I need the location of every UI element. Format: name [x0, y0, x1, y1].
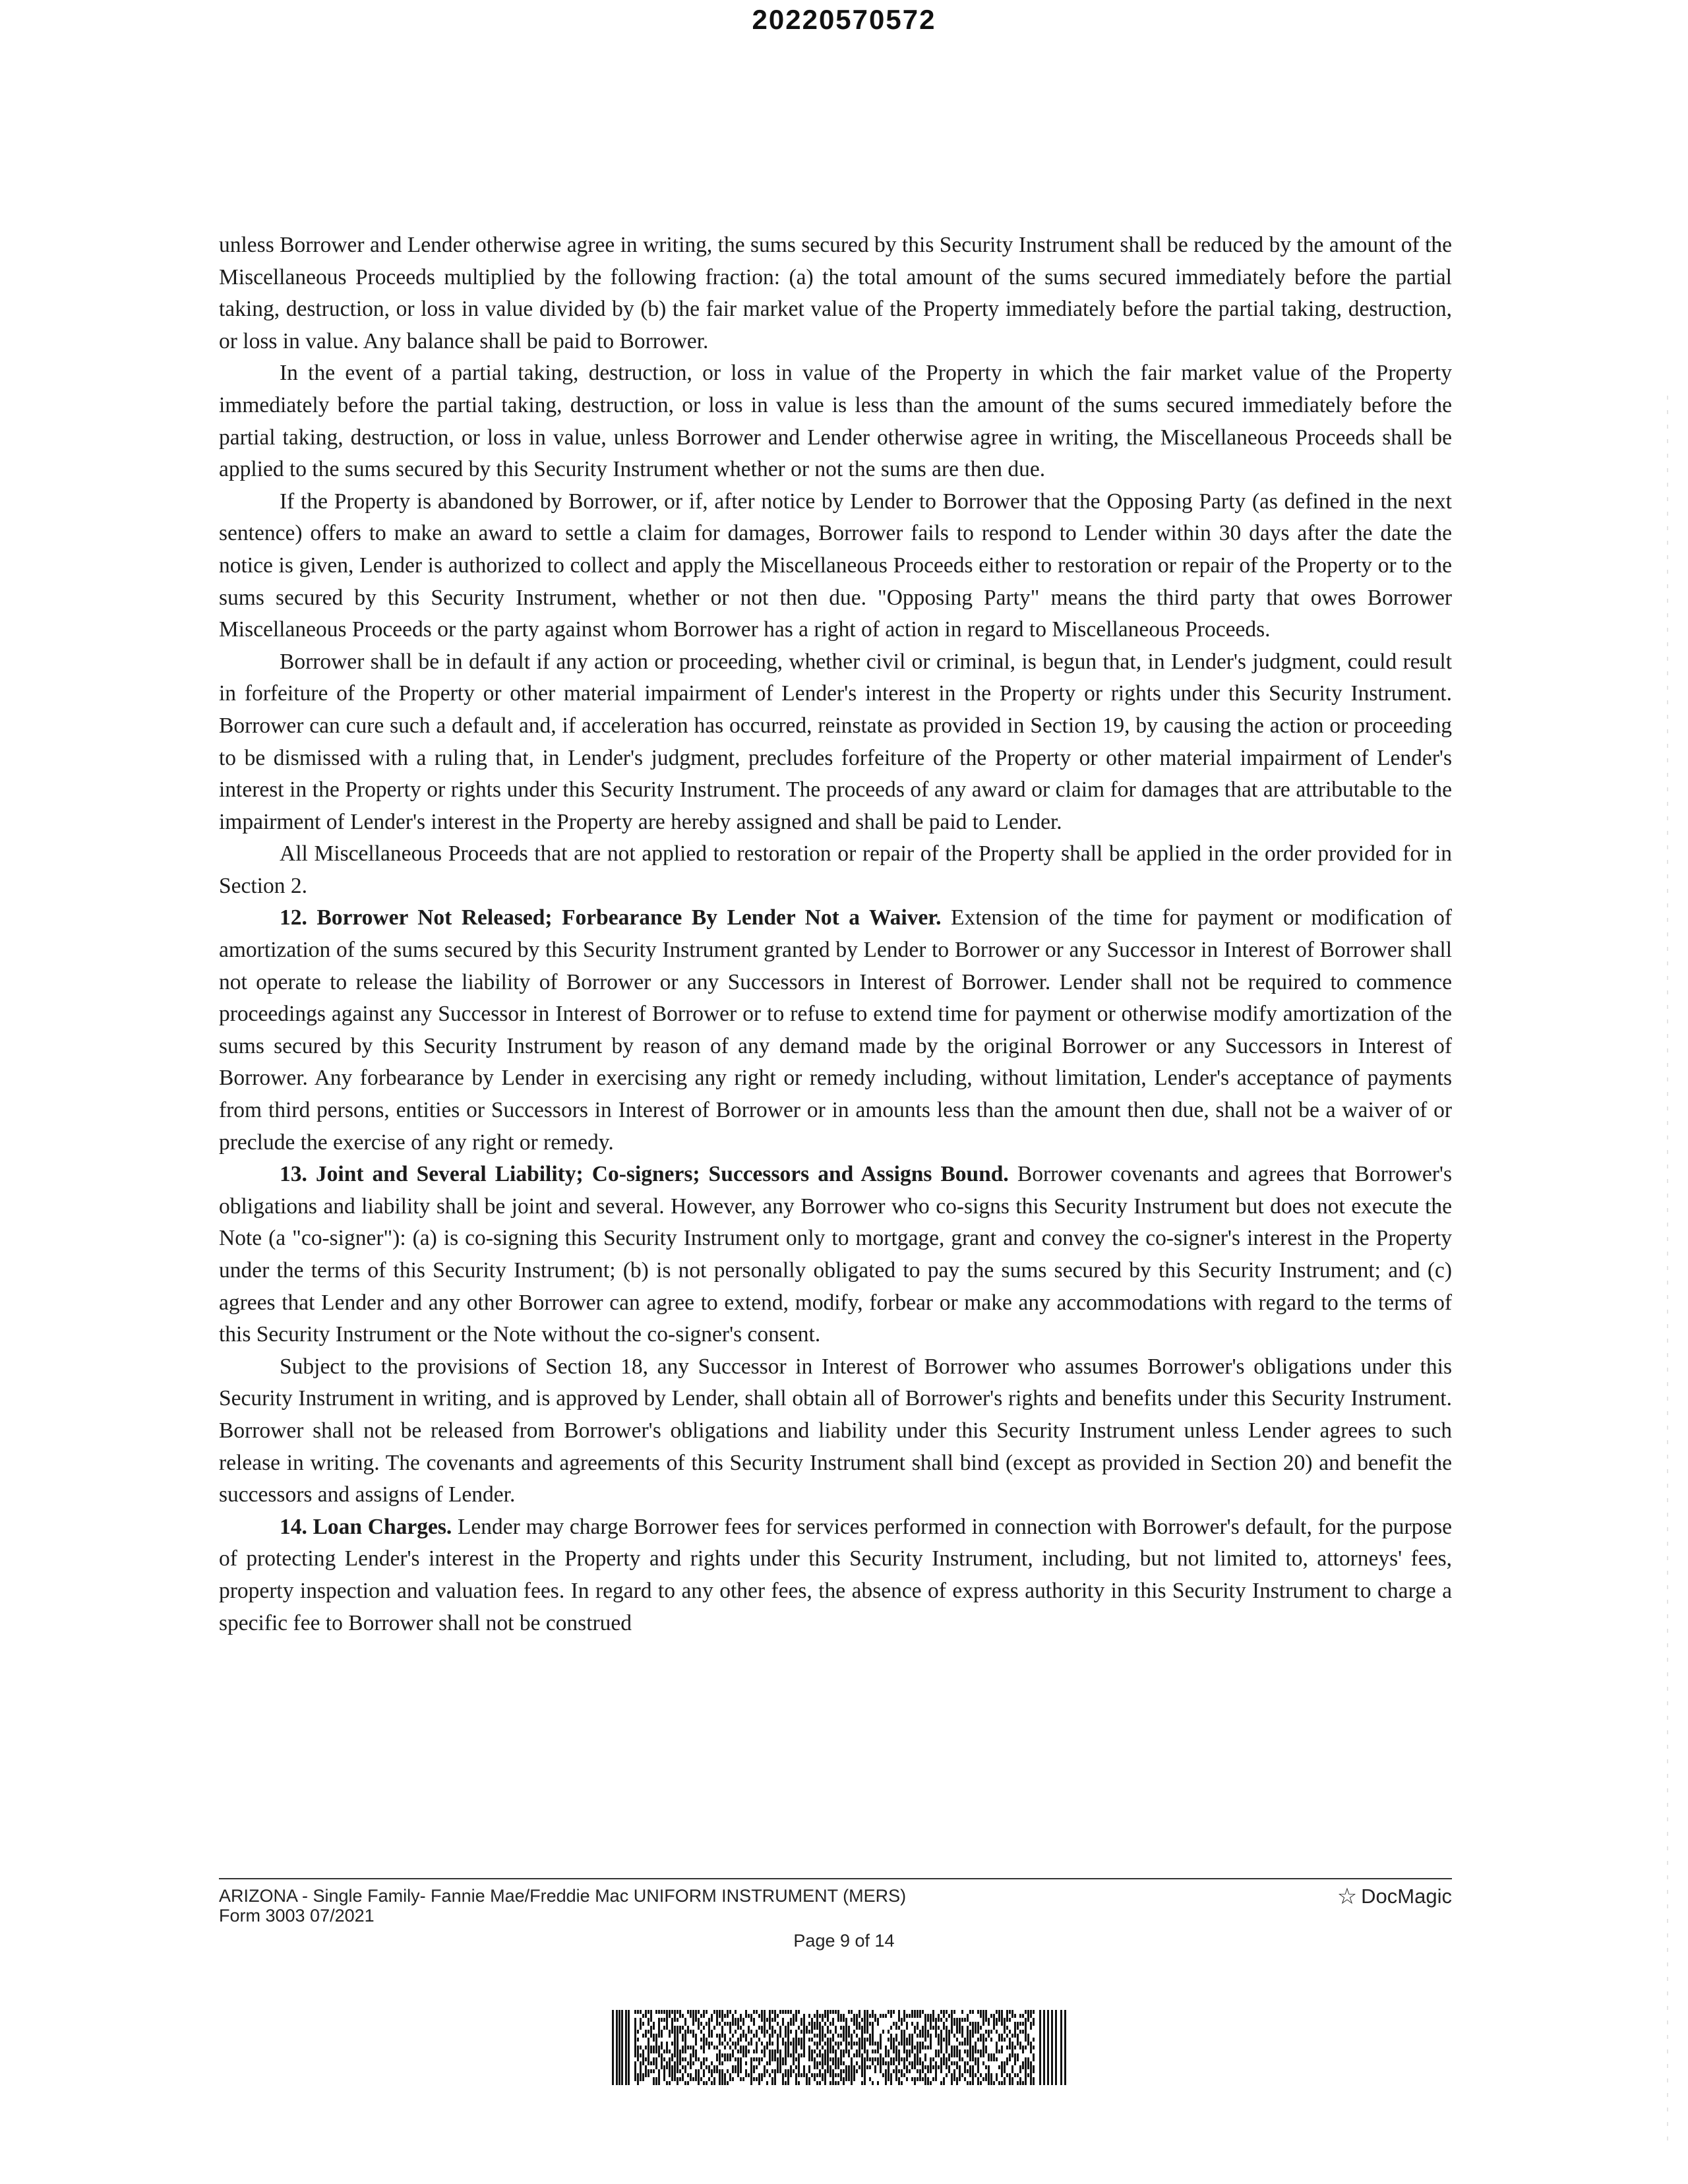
paragraph-text: Lender may charge Borrower fees for services performed in connection with Borrower's default, for the purpose of protecting Lender's interest in the Property and rights under this Security Instrument, including, but not limited to, attorneys' fees, property inspection and valuation fees. In regard to any other fees, the absence of express authority in this Security Instrument to charge a specific fee to Borrower shall not be construed	[219, 1514, 1452, 1635]
form-identifier	[219, 1886, 906, 1926]
form-number: Form 3003 07/2021	[219, 1906, 375, 1926]
scan-edge-artifact	[1667, 396, 1668, 2150]
paragraph	[219, 1351, 1452, 1511]
paragraph	[219, 646, 1452, 839]
paragraph	[219, 357, 1452, 485]
section-13	[219, 1159, 1452, 1351]
paragraph-text: All Miscellaneous Proceeds that are not applied to restoration or repair of the Property shall be applied in the order provided for in Section 2.	[219, 841, 1452, 898]
paragraph	[219, 229, 1452, 357]
paragraph-text: Borrower shall be in default if any action or proceeding, whether civil or criminal, is begun that, in Lender's judgment, could result in forfeiture of the Property or other material impairment of Lender's interest in the Property or rights under this Security Instrument. Borrower can cure such a default and, if acceleration has occurred, reinstate as provided in Section 19, by causing the action or proceeding to be dismissed with a ruling that, in Lender's judgment, precludes forfeiture of the Property or other material impairment of Lender's interest in the Property or rights under this Security Instrument. The proceeds of any award or claim for damages that are attributable to the impairment of Lender's interest in the Property are hereby assigned and shall be paid to Lender.	[219, 649, 1452, 834]
brand-name: DocMagic	[1361, 1885, 1452, 1908]
footer-divider	[219, 1878, 1452, 1879]
section-12	[219, 902, 1452, 1159]
document-number: 20220570572	[752, 4, 936, 35]
paragraph-text: Extension of the time for payment or modification of amortization of the sums secured by this Security Instrument granted by Lender to Borrower or any Successor in Interest of Borrower shall not operate to release the liability of Borrower or any Successors in Interest of Borrower. Lender shall not be required to commence proceedings against any Successor in Interest of Borrower or to refuse to extend time for payment or otherwise modify amortization of the sums secured by this Security Instrument by reason of any demand made by the original Borrower or any Successors in Interest of Borrower. Any forbearance by Lender in exercising any right or remedy including, without limitation, Lender's acceptance of payments from third persons, entities or Successors in Interest of Borrower or in amounts less than the amount then due, shall not be a waiver of or preclude the exercise of any right or remedy.	[219, 905, 1453, 1155]
paragraph-text: Subject to the provisions of Section 18, any Successor in Interest of Borrower who assumes Borrower's obligations under this Security Instrument in writing, and is approved by Lender, shall obtain all of Borrower's rights and benefits under this Security Instrument. Borrower shall not be released from Borrower's obligations and liability under this Security Instrument unless Lender agrees to such release in writing. The covenants and agreements of this Security Instrument shall bind (except as provided in Section 20) and benefit the successors and assigns of Lender.	[219, 1354, 1452, 1507]
document-body	[219, 229, 1452, 1639]
paragraph-text: If the Property is abandoned by Borrower, or if, after notice by Lender to Borrower that the Opposing Party (as defined in the next sentence) offers to make an award to settle a claim for damages, Borrower fails to respond to Lender within 30 days after the date the notice is given, Lender is authorized to collect and apply the Miscellaneous Proceeds either to restoration or repair of the Property or to the sums secured by this Security Instrument, whether or not then due. "Opposing Party" means the third party that owes Borrower Miscellaneous Proceeds or the party against whom Borrower has a right of action in regard to Miscellaneous Proceeds.	[219, 489, 1452, 642]
page-number: Page 9 of 14	[793, 1931, 895, 1951]
docmagic-logo	[1337, 1885, 1452, 1908]
paragraph	[219, 838, 1452, 902]
section-14-heading: 14. Loan Charges.	[280, 1514, 452, 1539]
paragraph-text: Borrower covenants and agrees that Borrower's obligations and liability shall be joint and several. However, any Borrower who co-signs this Security Instrument but does not execute the Note (a "co-signer"): (a) is co-signing this Security Instrument only to mortgage, grant and convey the co-signer's interest in the Property under the terms of this Security Instrument; (b) is not personally obligated to pay the sums secured by this Security Instrument; and (c) agrees that Lender and any other Borrower can agree to extend, modify, forbear or make any accommodations with regard to the terms of this Security Instrument or the Note without the co-signer's consent.	[219, 1162, 1452, 1347]
paragraph-text: In the event of a partial taking, destruction, or loss in value of the Property in which the fair market value of the Property immediately before the partial taking, destruction, or loss in value is less than the amount of the sums secured immediately before the partial taking, destruction, or loss in value, unless Borrower and Lender otherwise agree in writing, the Miscellaneous Proceeds shall be applied to the sums secured by this Security Instrument whether or not the sums are then due.	[219, 361, 1452, 482]
section-13-heading: 13. Joint and Several Liability; Co-signers; Successors and Assigns Bound.	[280, 1162, 1009, 1187]
form-title: ARIZONA - Single Family- Fannie Mae/Freddie Mac UNIFORM INSTRUMENT (MERS)	[219, 1886, 907, 1906]
section-14	[219, 1511, 1452, 1639]
barcode-icon	[612, 2010, 1067, 2085]
paragraph-text: unless Borrower and Lender otherwise agree in writing, the sums secured by this Security Instrument shall be reduced by the amount of the Miscellaneous Proceeds multiplied by the following fraction: (a) the total amount of the sums secured immediately before the partial taking, destruction, or loss in value divided by (b) the fair market value of the Property immediately before the partial taking, destruction, or loss in value. Any balance shall be paid to Borrower.	[219, 233, 1452, 353]
paragraph	[219, 486, 1452, 646]
star-outline-icon: ☆	[1337, 1884, 1358, 1909]
section-12-heading: 12. Borrower Not Released; Forbearance By Lender Not a Waiver.	[280, 905, 942, 930]
